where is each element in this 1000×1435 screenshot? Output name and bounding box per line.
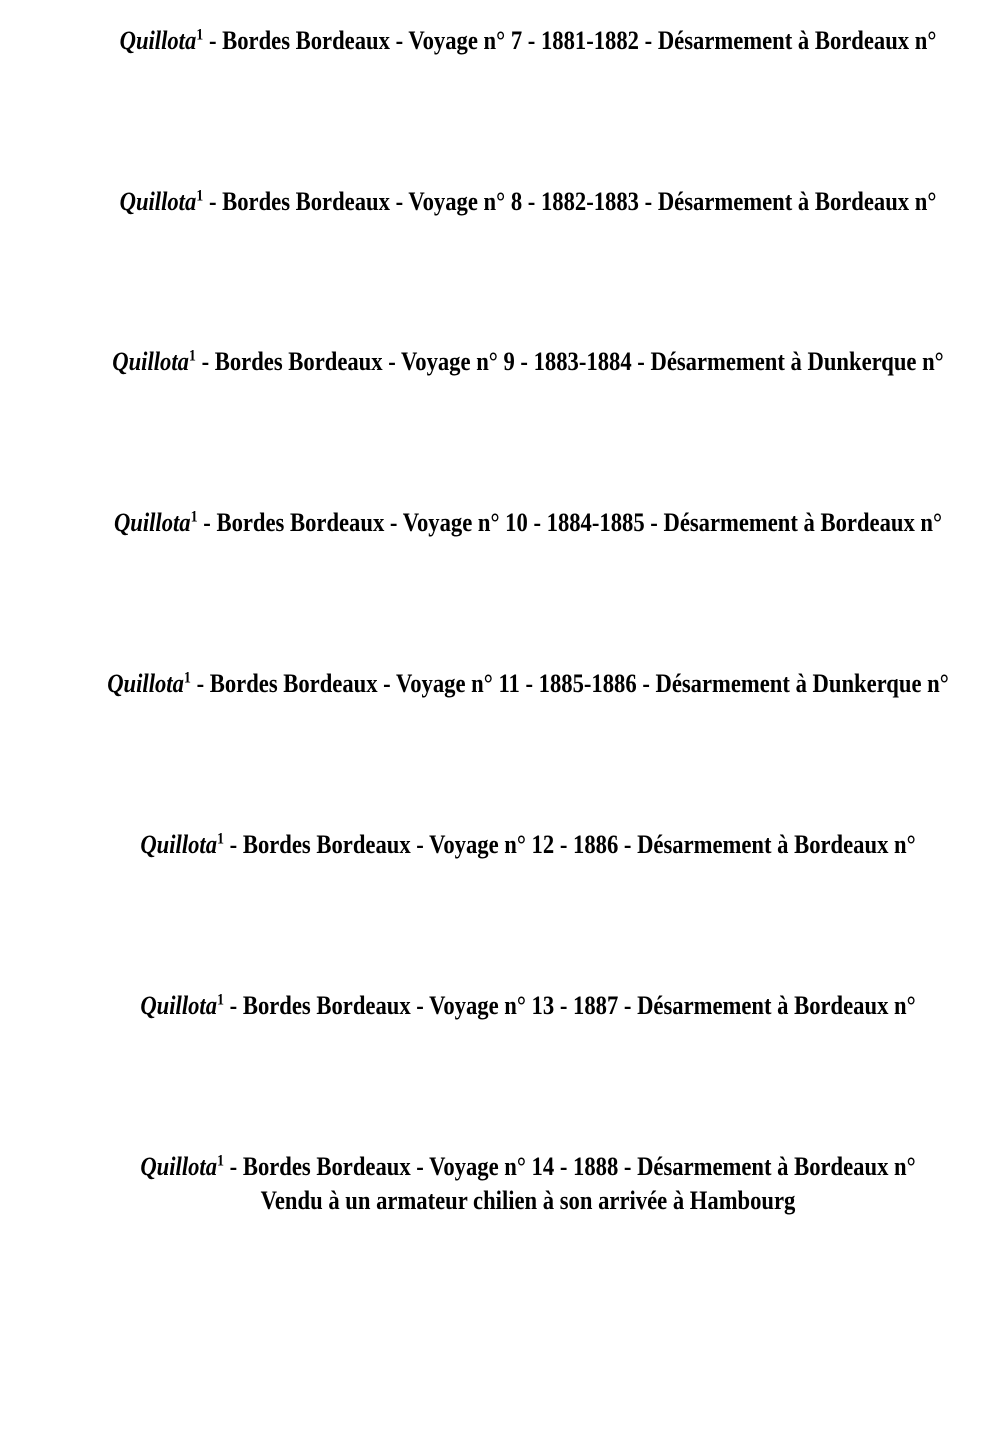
ship-name: Quillota (113, 508, 191, 537)
voyage-heading (93, 1150, 963, 1184)
ship-name: Quillota (140, 1152, 218, 1181)
voyage-heading (93, 828, 963, 862)
ship-name: Quillota (119, 187, 197, 216)
ship-name: Quillota (119, 26, 197, 55)
ship-name: Quillota (107, 669, 184, 698)
footnote-marker: 1 (190, 508, 198, 526)
voyage-entry (28, 506, 1000, 540)
voyage-entry (28, 345, 1000, 379)
voyage-heading (93, 989, 963, 1023)
voyage-entry (28, 828, 1000, 862)
voyage-details: - Bordes Bordeaux - Voyage n° 10 - 1884-1885 - Désarmement à Bordeaux n° (197, 508, 943, 537)
voyage-entry (28, 24, 1000, 58)
voyage-entry (28, 667, 1000, 701)
footnote-marker: 1 (196, 187, 204, 205)
voyage-entry (28, 185, 1000, 219)
footnote-marker: 1 (217, 1152, 225, 1170)
voyage-heading (93, 345, 963, 379)
footnote-marker: 1 (183, 669, 191, 687)
footnote-marker: 1 (217, 991, 225, 1009)
voyage-note: Vendu à un armateur chilien à son arrivée à Hambourg (260, 1186, 796, 1215)
voyage-entry (28, 1150, 1000, 1218)
voyage-details: - Bordes Bordeaux - Voyage n° 12 - 1886 - Désarmement à Bordeaux n° (224, 830, 916, 859)
footnote-marker: 1 (217, 830, 225, 848)
voyage-heading (93, 667, 963, 701)
ship-name: Quillota (140, 830, 218, 859)
ship-name: Quillota (140, 991, 218, 1020)
voyage-entry (28, 989, 1000, 1023)
voyage-details: - Bordes Bordeaux - Voyage n° 11 - 1885-1886 - Désarmement à Dunkerque n° (190, 669, 949, 698)
voyage-details: - Bordes Bordeaux - Voyage n° 7 - 1881-1882 - Désarmement à Bordeaux n° (203, 26, 937, 55)
footnote-marker: 1 (188, 347, 196, 365)
voyage-heading (93, 24, 963, 58)
ship-name: Quillota (112, 347, 189, 376)
voyage-details: - Bordes Bordeaux - Voyage n° 14 - 1888 - Désarmement à Bordeaux n° (224, 1152, 916, 1181)
voyage-details: - Bordes Bordeaux - Voyage n° 8 - 1882-1883 - Désarmement à Bordeaux n° (203, 187, 937, 216)
voyage-heading (93, 506, 963, 540)
voyage-details: - Bordes Bordeaux - Voyage n° 13 - 1887 - Désarmement à Bordeaux n° (224, 991, 916, 1020)
voyage-heading (93, 185, 963, 219)
voyage-details: - Bordes Bordeaux - Voyage n° 9 - 1883-1884 - Désarmement à Dunkerque n° (195, 347, 944, 376)
footnote-marker: 1 (196, 26, 204, 44)
